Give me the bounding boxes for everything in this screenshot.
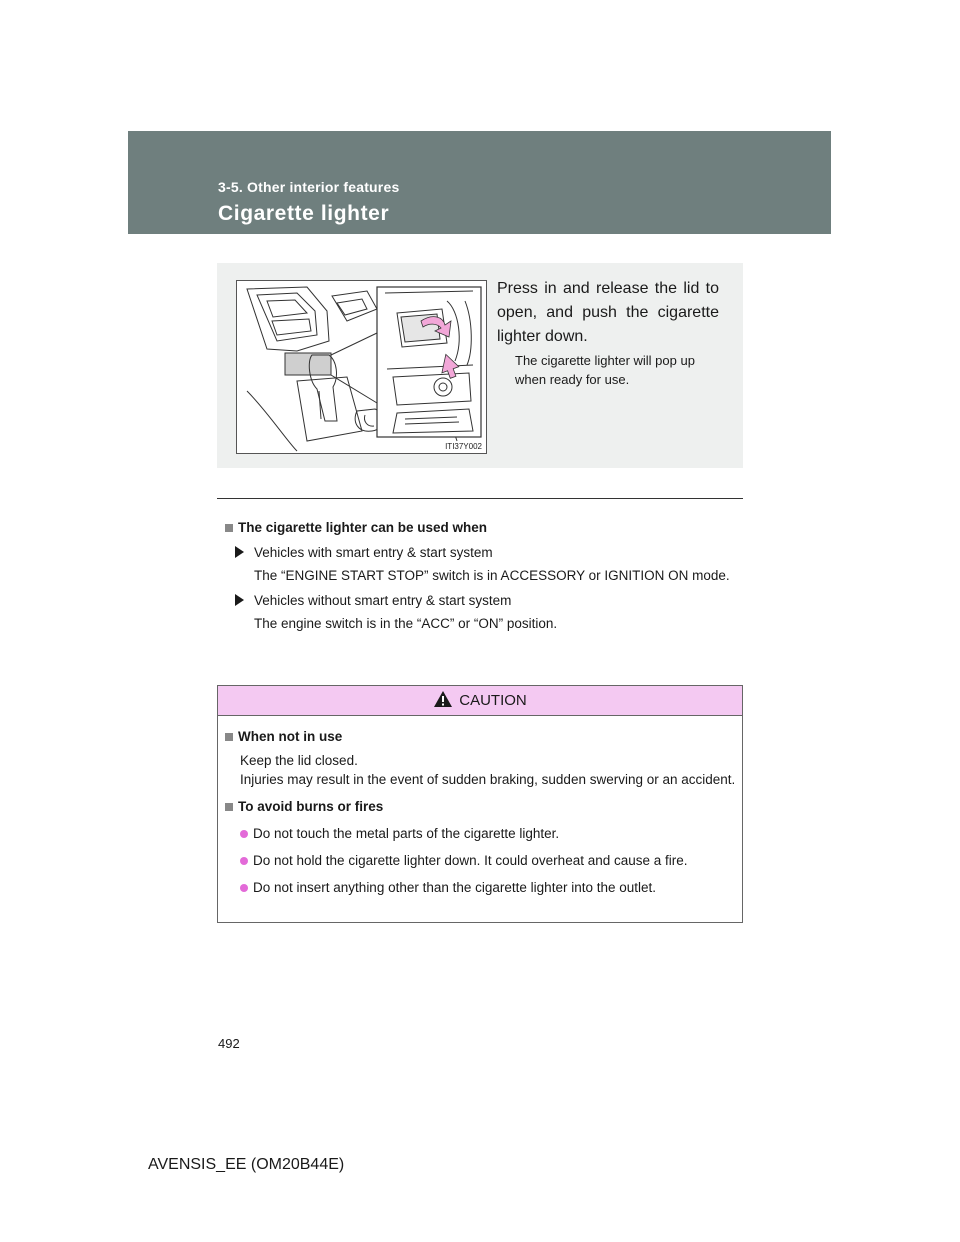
square-bullet-icon bbox=[225, 524, 233, 532]
page-title: Cigarette lighter bbox=[218, 202, 390, 225]
caution-heading-text: To avoid burns or fires bbox=[238, 799, 384, 814]
caution-heading bbox=[225, 727, 737, 746]
console-drawing bbox=[237, 281, 486, 453]
illustration-code: ITI37Y002 bbox=[445, 442, 482, 451]
document-id: AVENSIS_EE (OM20B44E) bbox=[148, 1156, 345, 1173]
caution-body bbox=[218, 716, 737, 897]
illustration-panel bbox=[217, 263, 743, 468]
triangle-bullet-icon bbox=[235, 546, 244, 558]
caution-bullet-text: Do not touch the metal parts of the cigarette lighter. bbox=[253, 826, 560, 841]
dot-bullet-icon bbox=[240, 884, 248, 892]
dot-bullet-icon bbox=[240, 857, 248, 865]
vehicle-type-label: Vehicles without smart entry & start system bbox=[254, 593, 512, 608]
caution-text: Keep the lid closed. bbox=[240, 753, 358, 768]
caution-box bbox=[217, 685, 743, 923]
square-bullet-icon bbox=[225, 733, 233, 741]
instruction-note: The cigarette lighter will pop up when ready for use. bbox=[515, 353, 695, 387]
caution-text: Injuries may result in the event of sudden braking, sudden swerving or an accident. bbox=[240, 772, 736, 787]
usage-notes bbox=[225, 518, 741, 633]
instruction-text: Press in and release the lid to open, and push the cigarette lighter down. bbox=[497, 280, 719, 345]
triangle-bullet-icon bbox=[235, 594, 244, 606]
notes-heading-text: The cigarette lighter can be used when bbox=[238, 520, 488, 535]
caution-heading-text: When not in use bbox=[238, 729, 343, 744]
list-item bbox=[235, 591, 741, 610]
section-divider bbox=[217, 498, 743, 499]
warning-icon bbox=[433, 690, 453, 712]
caution-title: CAUTION bbox=[459, 692, 527, 709]
square-bullet-icon bbox=[225, 803, 233, 811]
vehicle-type-detail: The “ENGINE START STOP” switch is in ACCESSORY or IGNITION ON mode. bbox=[254, 568, 730, 583]
list-item bbox=[240, 878, 737, 897]
section-label: 3-5. Other interior features bbox=[218, 179, 400, 195]
header-band bbox=[128, 131, 831, 234]
cigarette-lighter-illustration bbox=[236, 280, 487, 454]
vehicle-type-label: Vehicles with smart entry & start system bbox=[254, 545, 493, 560]
list-item bbox=[235, 543, 741, 562]
vehicle-type-detail: The engine switch is in the “ACC” or “ON” position. bbox=[254, 616, 558, 631]
notes-heading bbox=[225, 518, 741, 537]
list-item bbox=[240, 851, 737, 870]
caution-bullet-text: Do not hold the cigarette lighter down. It could overheat and cause a fire. bbox=[253, 853, 688, 868]
caution-heading bbox=[225, 797, 737, 816]
caution-bullet-text: Do not insert anything other than the cigarette lighter into the outlet. bbox=[253, 880, 657, 895]
caution-header bbox=[218, 686, 742, 716]
page-number: 492 bbox=[218, 1036, 240, 1051]
list-item bbox=[240, 824, 737, 843]
dot-bullet-icon bbox=[240, 830, 248, 838]
